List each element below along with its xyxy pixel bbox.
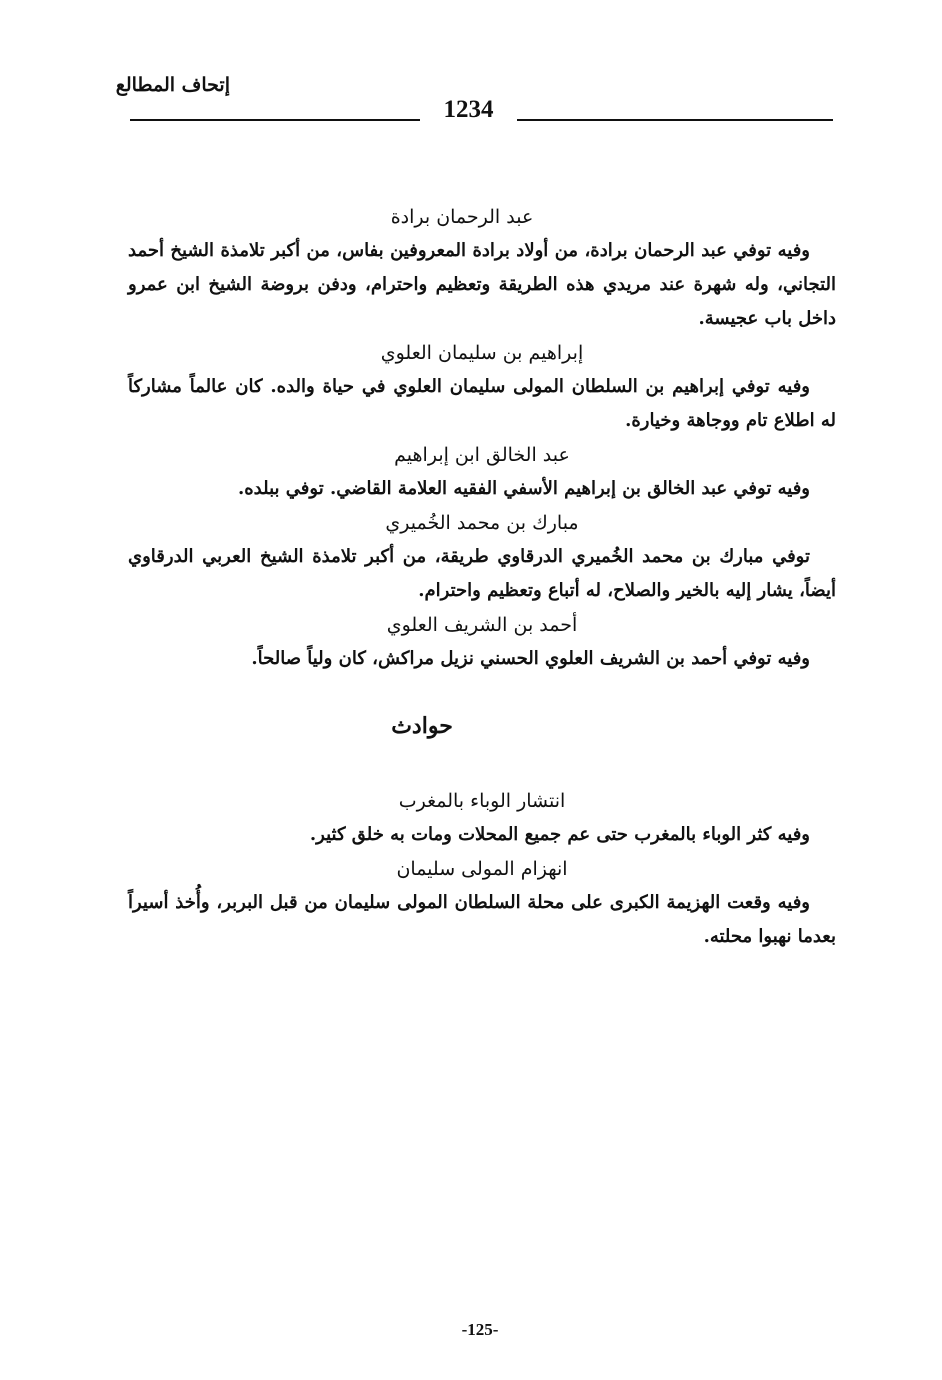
entry-text: وفيه توفي إبراهيم بن السلطان المولى سليمان العلوي في حياة والده. كان عالماً مشاركاً له اطلاع تام ووجاهة وخيارة. xyxy=(128,376,836,431)
entry-text: وفيه توفي أحمد بن الشريف العلوي الحسني نزيل مراكش، كان ولياً صالحاً. xyxy=(251,648,810,669)
entry-title: عبد الرحمان برادة xyxy=(390,206,534,228)
event-title: انتشار الوباء بالمغرب xyxy=(398,790,566,812)
event-title: انهزام المولى سليمان xyxy=(396,858,568,880)
entry-text: وفيه توفي عبد الرحمان برادة، من أولاد برادة المعروفين بفاس، من أكبر تلامذة الشيخ أحمد التجاني، وله شهرة عند مريدي هذه الطريقة وتعظيم واحترام، ودفن بروضة الشيخ ابن عمرو داخل باب عجيسة. xyxy=(128,240,836,329)
year-heading: 1234 xyxy=(443,96,494,123)
event-text: وفيه وقعت الهزيمة الكبرى على محلة السلطان المولى سليمان من قبل البربر، وأُخذ أسيراً بعدما نهبوا محلته. xyxy=(128,892,836,947)
entry-title: إبراهيم بن سليمان العلوي xyxy=(380,342,584,364)
header-rule-left xyxy=(130,119,420,121)
entry-text: توفي مبارك بن محمد الخُميري الدرقاوي طريقة، من أكبر تلامذة الشيخ العربي الدرقاوي أيضاً، يشار إليه بالخير والصلاح، له أتباع وتعظيم واحترام. xyxy=(128,546,836,601)
page-number: -125- xyxy=(461,1320,499,1339)
running-title: إتحاف المطالع xyxy=(115,74,230,96)
header-rule-right xyxy=(517,119,833,121)
entry-title: عبد الخالق ابن إبراهيم xyxy=(394,444,570,466)
section-heading: حوادث xyxy=(391,713,453,739)
entry-title: أحمد بن الشريف العلوي xyxy=(386,614,578,636)
entry-text: وفيه توفي عبد الخالق بن إبراهيم الأسفي الفقيه العلامة القاضي. توفي ببلده. xyxy=(237,478,810,499)
body-text xyxy=(128,200,836,954)
entry-title: مبارك بن محمد الخُميري xyxy=(385,512,579,534)
event-text: وفيه كثر الوباء بالمغرب حتى عم جميع المحلات ومات به خلق كثير. xyxy=(309,824,810,845)
